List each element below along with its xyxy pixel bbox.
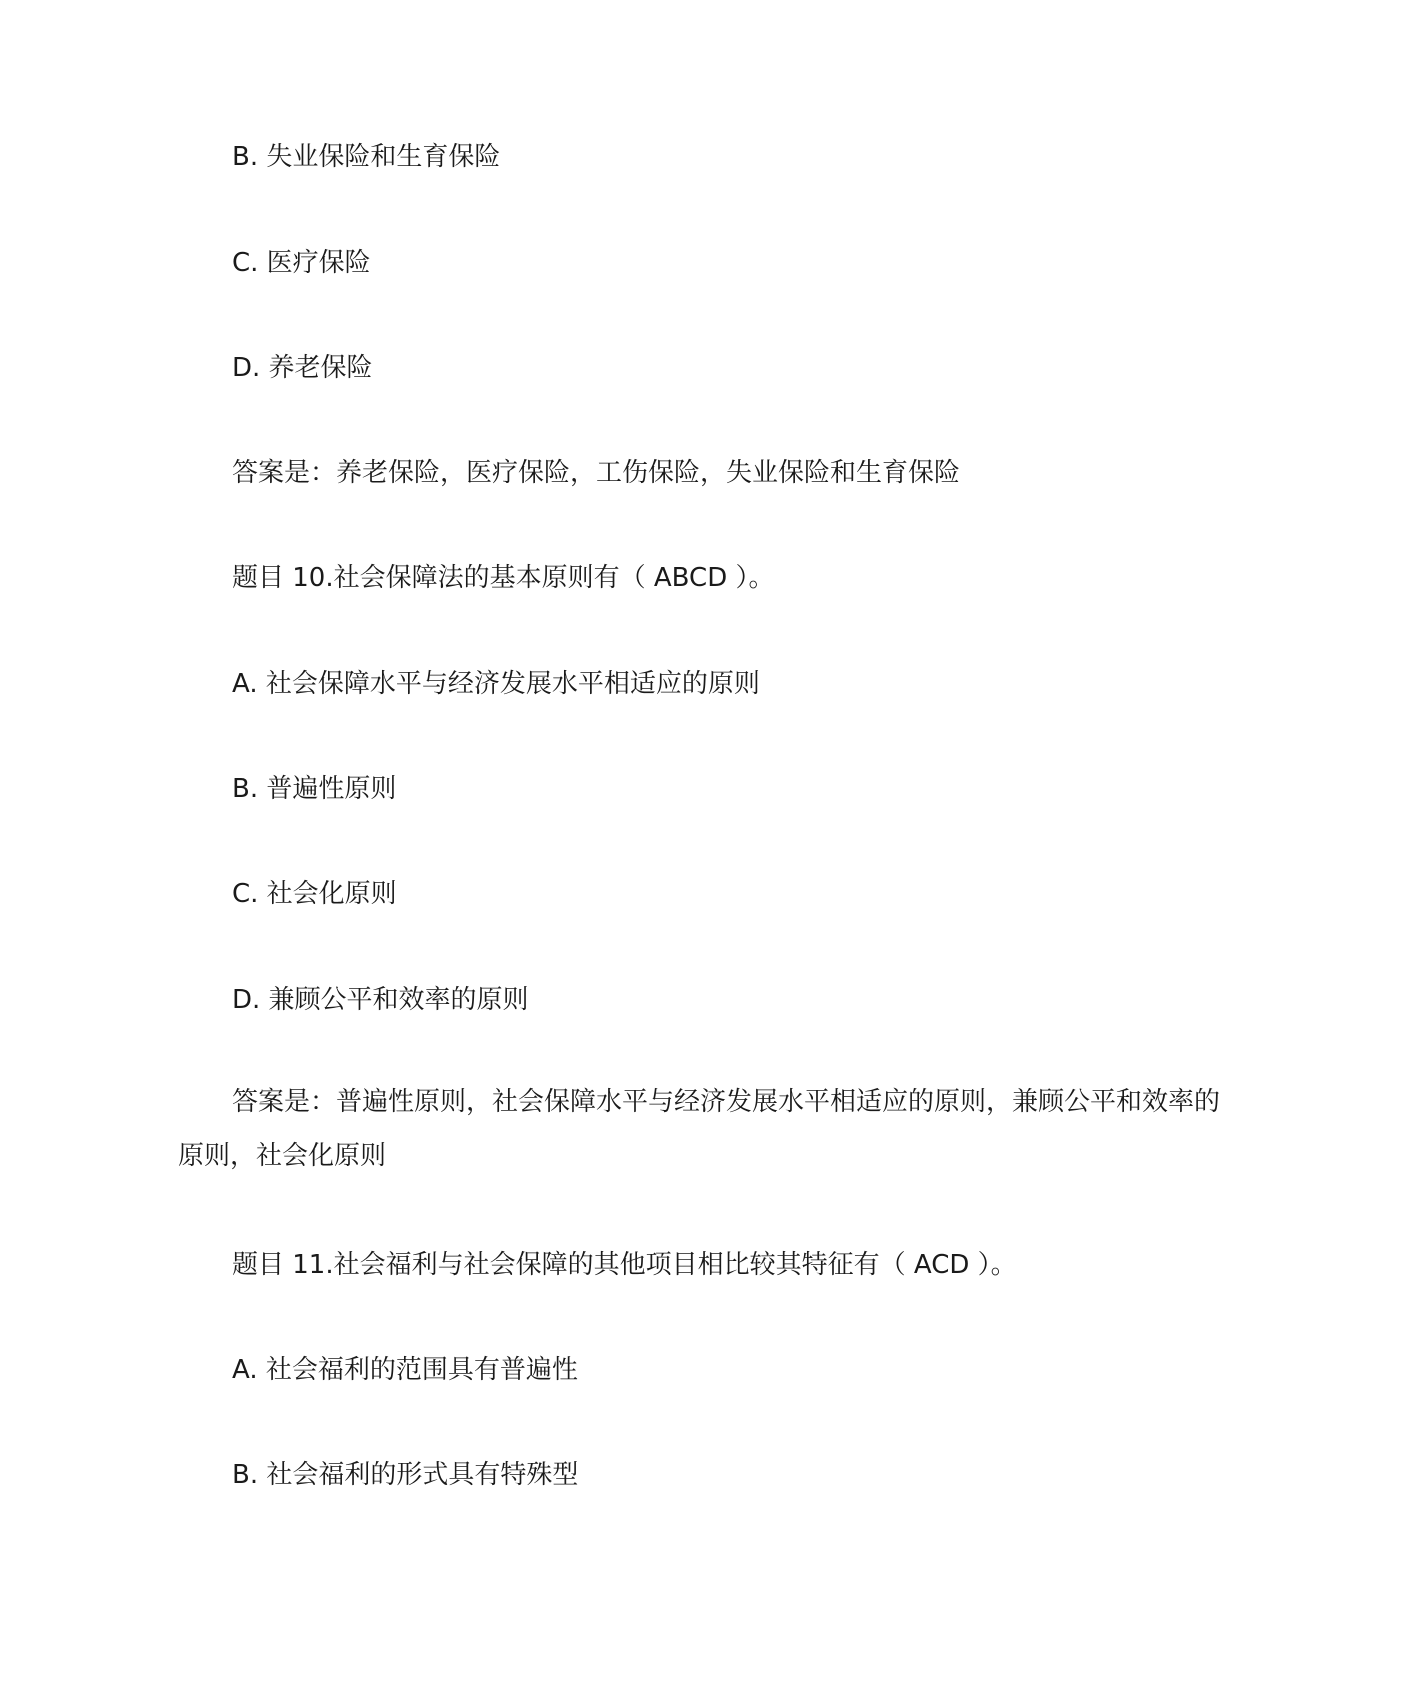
q10-option-c: C. 社会化原则 [232,879,397,909]
q10-option-a: A. 社会保障水平与经济发展水平相适应的原则 [232,669,760,699]
q10-option-d: D. 兼顾公平和效率的原则 [232,985,529,1015]
question-10: 题目 10.社会保障法的基本原则有（ ABCD ）。 [232,563,775,593]
q11-option-a: A. 社会福利的范围具有普遍性 [232,1355,578,1385]
q11-option-b: B. 社会福利的形式具有特殊型 [232,1460,579,1490]
q10-option-b: B. 普遍性原则 [232,774,397,804]
question-11: 题目 11.社会福利与社会保障的其他项目相比较其特征有（ ACD ）。 [232,1250,1017,1280]
option-c-medical: C. 医疗保险 [232,248,371,278]
answer-q10: 答案是：普遍性原则，社会保障水平与经济发展水平相适应的原则，兼顾公平和效率的原则，社会化原则 [178,1087,1221,1171]
option-d-pension: D. 养老保险 [232,353,373,383]
option-b-unemployment-maternity: B. 失业保险和生育保险 [232,142,501,172]
answer-q9: 答案是：养老保险，医疗保险，工伤保险，失业保险和生育保险 [232,458,961,488]
